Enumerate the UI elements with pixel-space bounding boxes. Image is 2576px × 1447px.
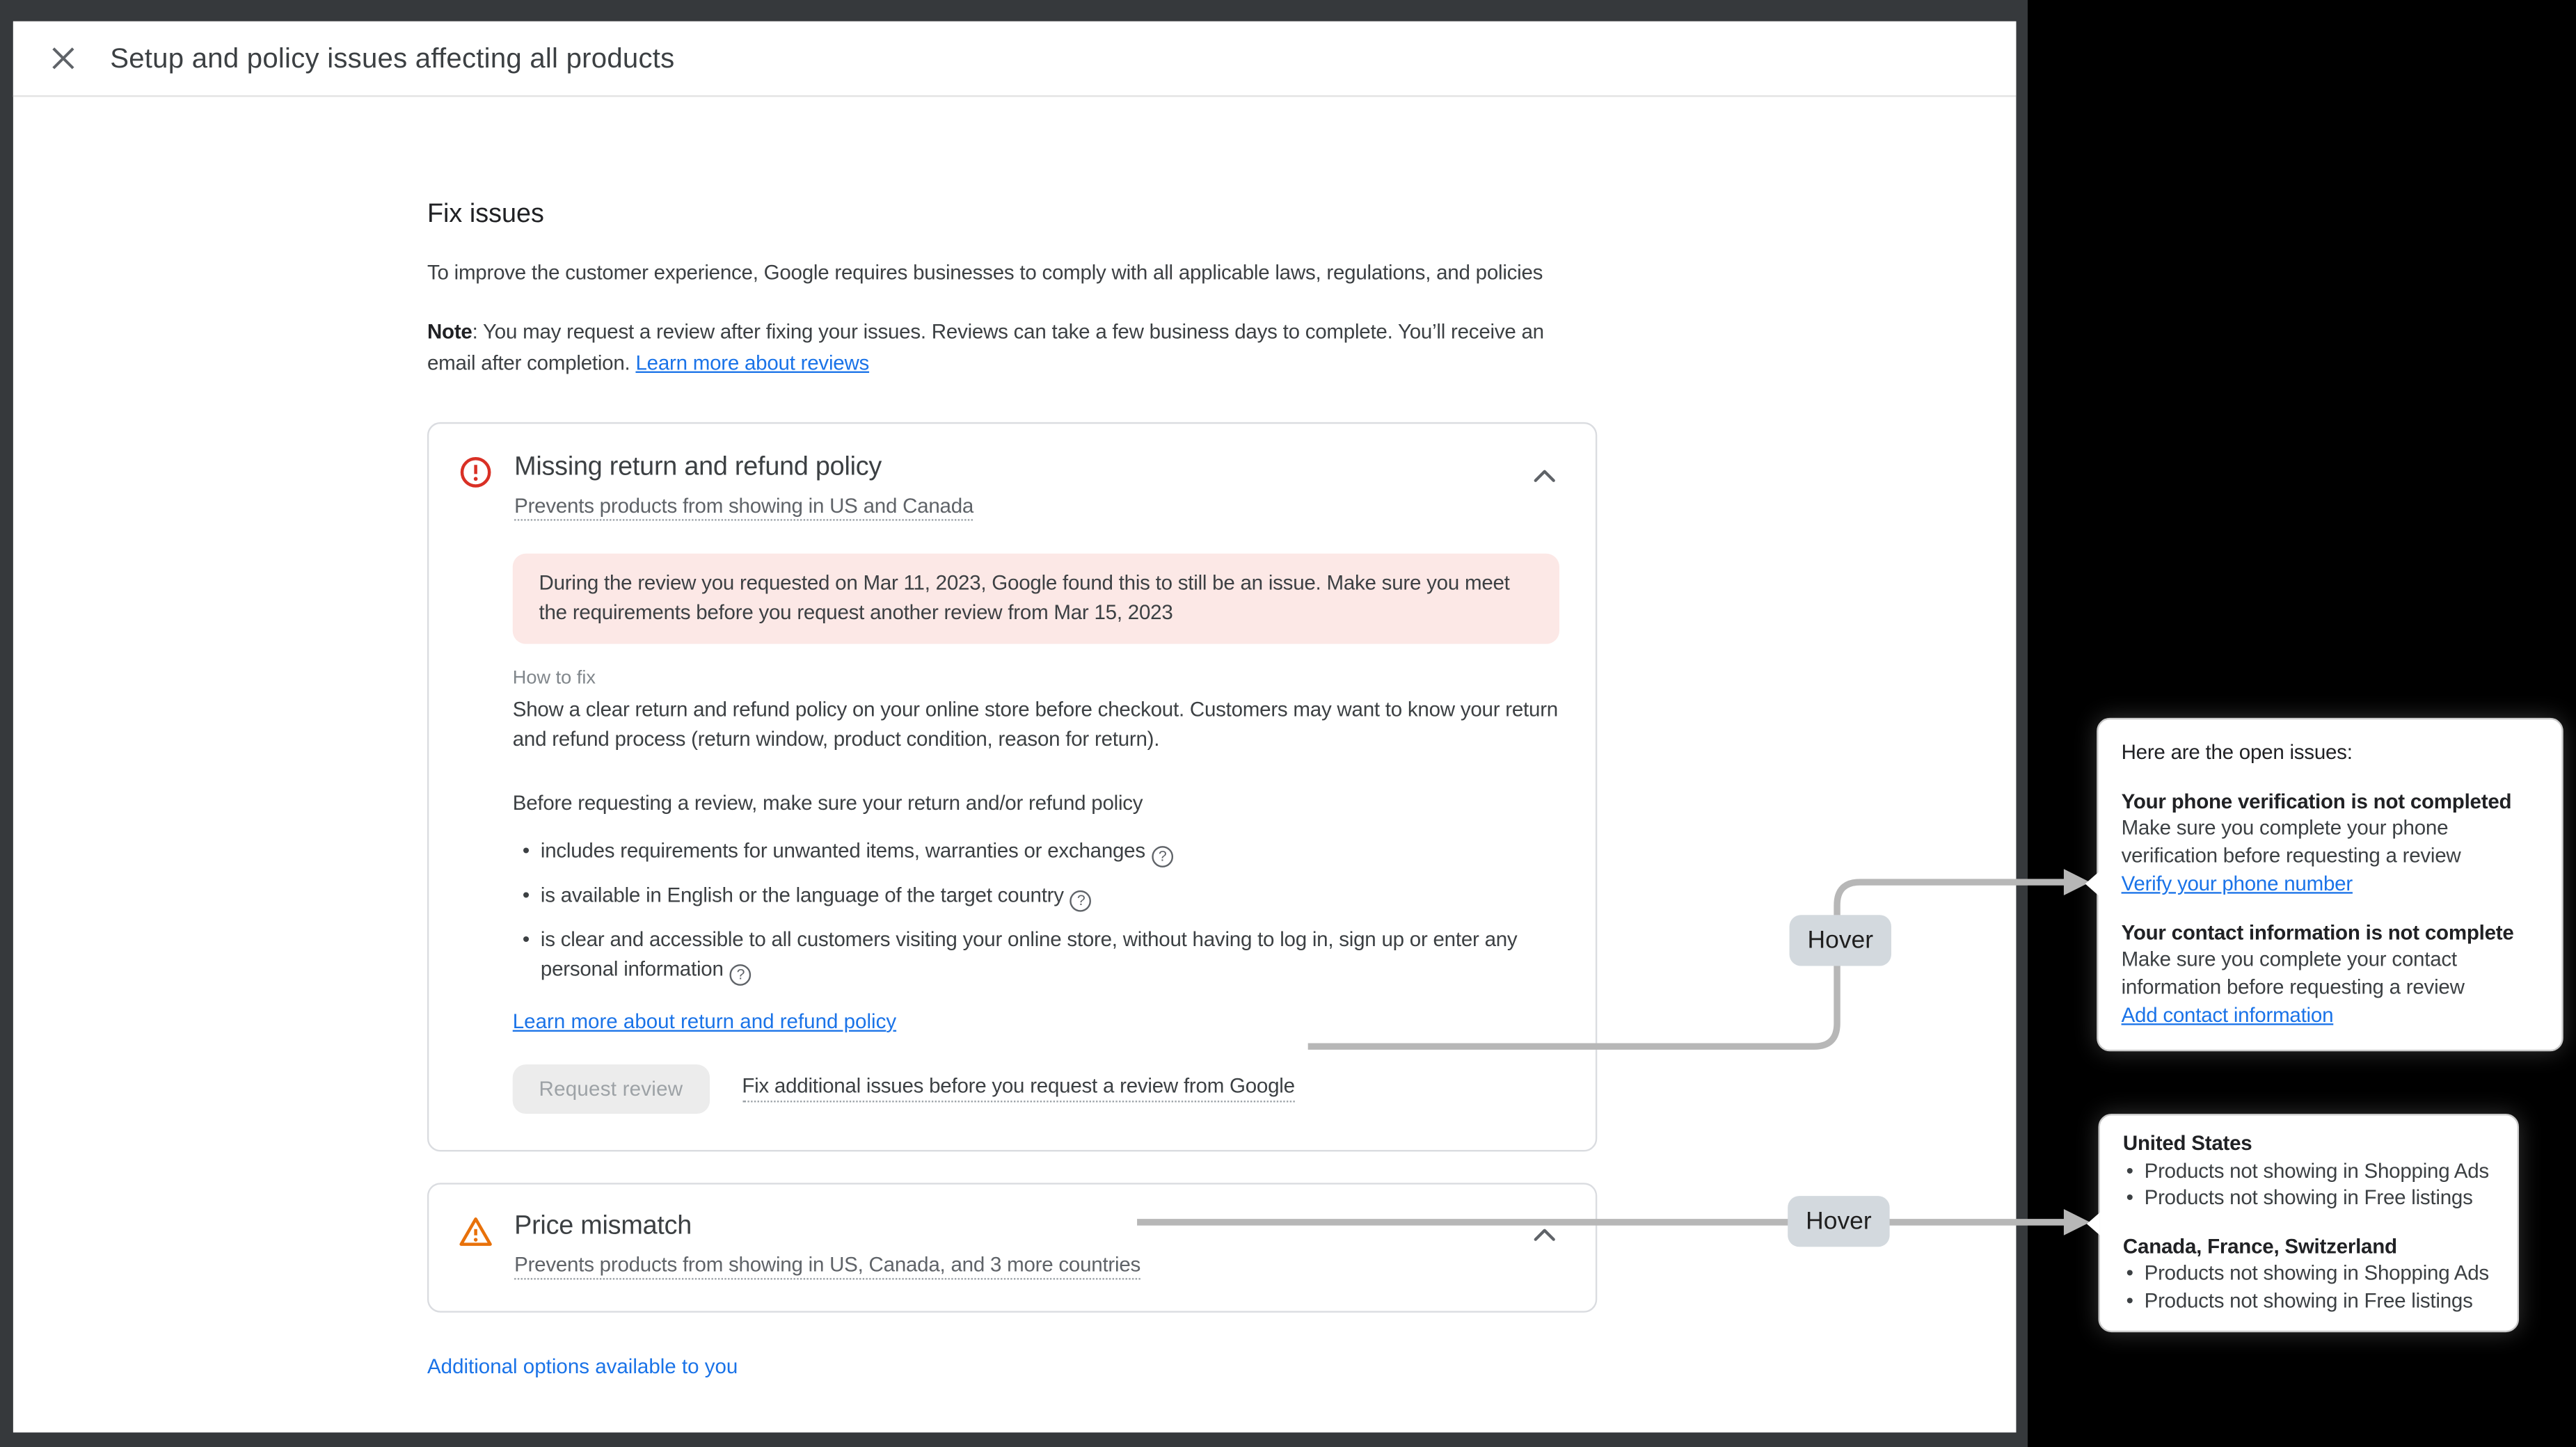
issue-title: Price mismatch: [514, 1212, 692, 1240]
requirement-text: is available in English or the language of the target country: [540, 883, 1064, 906]
learn-more-return-policy-link[interactable]: Learn more about return and refund policy: [512, 1010, 897, 1034]
tooltip-country-group: [2123, 1233, 2495, 1314]
country-group-title: United States: [2122, 1132, 2252, 1156]
note-paragraph: [427, 317, 1597, 378]
requirement-text: includes requirements for unwanted items, warranties or exchanges: [540, 839, 1145, 863]
help-icon[interactable]: ?: [730, 964, 752, 986]
intro-paragraph: To improve the customer experience, Google requires businesses to comply with all applicable laws, regulations, and policies: [427, 261, 1543, 285]
issue-card-header[interactable]: [459, 454, 1563, 521]
requirement-item: [513, 836, 1563, 867]
tooltip-section-body: Make sure you complete your phone verification before requesting a review: [2121, 816, 2461, 867]
issue-subtitle[interactable]: Prevents products from showing in US, Canada, and 3 more countries: [514, 1254, 1140, 1280]
requirements-intro: Before requesting a review, make sure your return and/or refund policy: [512, 792, 1143, 815]
chevron-up-icon[interactable]: [1527, 1217, 1563, 1254]
issue-title: Missing return and refund policy: [514, 454, 882, 482]
review-failed-alert: During the review you requested on Mar 11, 2023, Google found this to still be an issue. Make sure you meet the requirements before you request another review from Mar 15, 2023: [513, 554, 1559, 643]
open-issues-tooltip: [2097, 718, 2563, 1050]
dialog-header: [13, 22, 2017, 97]
how-to-fix-label: How to fix: [512, 667, 596, 688]
tooltip-section-contact: [2122, 919, 2539, 1029]
country-group-title: Canada, France, Switzerland: [2122, 1234, 2397, 1258]
requirement-item: [513, 925, 1563, 986]
tooltip-section-phone: [2122, 788, 2539, 897]
country-issue-item: • Products not showing in Shopping Ads: [2123, 1158, 2495, 1185]
tooltip-country-group: [2123, 1130, 2495, 1212]
tooltip-intro: Here are the open issues:: [2121, 740, 2353, 765]
add-contact-information-link[interactable]: Add contact information: [2121, 1003, 2334, 1027]
note-text: : You may request a review after fixing your issues. Reviews can take a few business days to complete. You’ll receive an email after completion.: [427, 319, 1544, 374]
issue-subtitle[interactable]: Prevents products from showing in US and Canada: [514, 495, 973, 521]
country-issue-item: • Products not showing in Free listings: [2123, 1185, 2495, 1212]
tooltip-pointer: [2085, 872, 2099, 895]
verify-phone-number-link[interactable]: Verify your phone number: [2121, 872, 2353, 895]
fix-additional-issues-note[interactable]: Fix additional issues before you request a review from Google: [742, 1075, 1294, 1103]
hover-label-2: Hover: [1788, 1196, 1889, 1247]
issue-card-header[interactable]: [459, 1213, 1563, 1280]
warning-icon: [459, 1214, 493, 1249]
tooltip-section-title: Your contact information is not complete: [2121, 920, 2514, 944]
issue-card-header-text: [514, 1213, 1527, 1280]
note-label: Note: [427, 319, 472, 343]
close-icon: [50, 46, 74, 70]
learn-more-reviews-link[interactable]: Learn more about reviews: [635, 351, 870, 374]
dialog-title: Setup and policy issues affecting all products: [110, 42, 675, 74]
country-issue-item: • Products not showing in Free listings: [2123, 1287, 2495, 1314]
tooltip-pointer: [2087, 1213, 2100, 1236]
country-issue-item: • Products not showing in Shopping Ads: [2123, 1260, 2495, 1287]
fix-issues-heading: Fix issues: [427, 200, 544, 229]
dialog-content: [427, 181, 1597, 1382]
requirement-item: [513, 880, 1563, 911]
issue-card-missing-return-policy: [427, 422, 1597, 1151]
error-icon: [459, 456, 493, 490]
countries-tooltip: [2099, 1114, 2520, 1332]
tooltip-section-body: Make sure you complete your contact information before requesting a review: [2121, 948, 2465, 998]
additional-options-link[interactable]: Additional options available to you: [427, 1354, 738, 1379]
how-to-fix-body: Show a clear return and refund policy on your online store before checkout. Customers may want to know your return and refund process (return window, product condition, reason for return).: [512, 697, 1558, 751]
issue-card-header-text: [514, 454, 1527, 521]
chevron-up-icon[interactable]: [1527, 458, 1563, 495]
close-button[interactable]: [38, 33, 87, 83]
requirement-text: is clear and accessible to all customers visiting your online store, without having to log in, sign up or enter any personal information: [540, 927, 1518, 981]
help-icon[interactable]: ?: [1070, 890, 1092, 911]
hover-label-1: Hover: [1790, 915, 1891, 966]
tooltip-section-title: Your phone verification is not completed: [2121, 789, 2512, 813]
requirements-list: [513, 836, 1563, 985]
help-icon[interactable]: ?: [1152, 846, 1173, 868]
request-review-row: [513, 1064, 1563, 1114]
request-review-button[interactable]: Request review: [513, 1064, 709, 1114]
issue-card-price-mismatch: [427, 1183, 1597, 1313]
